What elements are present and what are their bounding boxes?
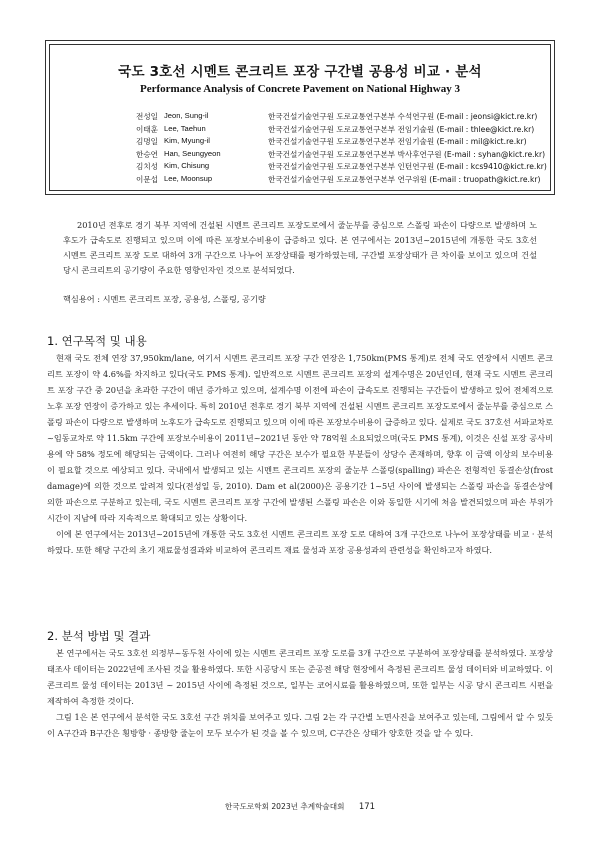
- author-affiliation: 한국건설기술연구원 도로교통연구본부 수석연구원 (E-mail : jeonsi@kict.re.kr): [268, 112, 538, 121]
- author-korean-name: 한승연: [135, 149, 158, 159]
- keywords: 핵심용어 : 시멘트 콘크리트 포장, 공용성, 스폴링, 공기량: [63, 294, 266, 304]
- conference-name: 한국도로학회 2023년 추계학술대회: [224, 802, 345, 811]
- title-box: [45, 40, 555, 195]
- author-affiliation: 한국건설기술연구원 도로교통연구본부 인턴연구원 (E-mail : kcs9410@kict.re.kr): [268, 162, 547, 171]
- page-footer: [0, 801, 600, 812]
- page-number: 171: [358, 802, 376, 812]
- body-paragraph: 그림 1은 본 연구에서 분석한 국도 3호선 구간 위치를 보여주고 있다. 그림 2는 각 구간별 노면사진을 보여주고 있는데, 그림에서 알 수 있듯이 A구간과 B구간은 횡방향 · 종방향 줄눈이 모두 보수가 된 것을 볼 수 있으며, C구간은 상태가 양호한 것을 알 수 있다.: [47, 712, 553, 738]
- section-heading-method: 2. 분석 방법 및 결과: [47, 629, 151, 643]
- paper-title-english: Performance Analysis of Concrete Pavement on National Highway 3: [140, 83, 460, 95]
- paper-title-korean: 국도 3호선 시멘트 콘크리트 포장 구간별 공용성 비교 · 분석: [118, 64, 482, 80]
- section-heading-purpose: 1. 연구목적 및 내용: [47, 334, 147, 348]
- author-korean-name: 이태훈: [135, 124, 158, 134]
- author-english-name: Lee, Taehun: [164, 123, 206, 133]
- section-body-purpose: [47, 350, 553, 558]
- section-body-method: [47, 645, 553, 741]
- author-korean-name: 김치성: [135, 162, 158, 171]
- author-english-name: Han, Seungyeon: [164, 148, 221, 158]
- author-korean-name: 김명일: [135, 137, 158, 146]
- author-affiliation: 한국건설기술연구원 도로교통연구본부 전임기술원 (E-mail : thlee@kict.re.kr): [268, 124, 535, 134]
- author-affiliation: 한국건설기술연구원 도로교통연구본부 연구위원 (E-mail : truopath@kict.re.kr): [268, 174, 541, 184]
- author-affiliation: 한국건설기술연구원 도로교통연구본부 전임기술원 (E-mail : mil@kict.re.kr): [268, 137, 527, 146]
- author-english-name: Kim, Myung-il: [164, 136, 210, 145]
- body-paragraph: 이에 본 연구에서는 2013년~2015년에 개통한 국도 3호선 시멘트 콘크리트 포장 도로 대하여 3개 구간으로 나누어 포장상태를 비교 · 분석하였다. 또한 해당 구간의 초기 재료물성결과와 비교하여 콘크리트 재료 물성과 포장 공용성과의 관련성을 확인하고자 하였다.: [47, 529, 553, 555]
- author-affiliation: 한국건설기술연구원 도로교통연구본부 박사후연구원 (E-mail : syhan@kict.re.kr): [268, 149, 546, 159]
- body-paragraph: 본 연구에서는 국도 3호선 의정부~동두천 사이에 있는 시멘트 콘크리트 포장 도로를 3개 구간으로 구분하여 포장상태를 분석하였다. 포장상태조사 데이터는 2022년에 조사된 것을 활용하였다. 또한 시공당시 또는 준공전 해당 현장에서 측정된 콘크리트 물성 데이터와 비교하였다. 이 콘크리트 물성 데이터는 2013년 ~ 2015년 사이에 측정된 것으로, 일부는 코어시료를 활용하였으며, 또한 일부는 시공 당시 콘크리트 시편을 제작하여 측정한 것이다.: [47, 648, 553, 706]
- author-english-name: Kim, Chisung: [164, 161, 210, 170]
- author-korean-name: 이문섭: [135, 174, 158, 184]
- author-english-name: Jeon, Sung-il: [164, 111, 209, 120]
- author-korean-name: 전성일: [135, 112, 158, 121]
- abstract: 2010년 전후로 경기 북부 지역에 건설된 시멘트 콘크리트 포장도로에서 줄눈부를 중심으로 스폴링 파손이 다량으로 발생하며 노후도가 급속도로 진행되고 있으며 이에 따른 포장보수비용이 급증하고 있다. 본 연구에서는 2013년~2015년에 개통한 국도 3호선 시멘트 콘크리트 포장 도로 대하여 3개 구간으로 나누어 포장상태를 평가하였는데, 구간별 포장상태가 큰 차이를 보이고 있으며 건설 당시 콘크리트의 공기량이 주요한 영향인자인 것으로 분석되었다.: [63, 220, 537, 275]
- body-paragraph: 현재 국도 전체 연장 37,950km/lane, 여기서 시멘트 콘크리트 포장 구간 연장은 1,750km(PMS 통계)로 전체 국도 연장에서 시멘트 콘크리트 포장이 약 4.6%를 차지하고 있다(국도 PMS 통계). 일반적으로 시멘트 콘크리트 포장의 설계수명은 20년인데, 현재 국도 시멘트 콘크리트 포장 구간 중 20년을 초과한 구간이 매년 증가하고 있으며, 설계수명 이전에 파손이 급속도로 진행되는 구간들이 발생하고 있어 전체적으로 노후 포장 연장이 증가하고 있는 추세이다. 특히 2010년 전후로 경기 북부 지역에 건설된 시멘트 콘크리트 포장도로에서 줄눈부를 중심으로 스폴링 파손이 다량으로 발생하며 노후도가 급속도로 진행되고 있으며 이에 따른 포장보수비용이 급증하고 있다. 실제로 국도 37호선 서파교차로~임동교차로 약 11.5km 구간에 포장보수비용이 2011년~2021년 동안 약 78억원 소요되었으며(국도 PMS 통계), 이것은 신설 포장 공사비용에 약 58% 정도에 해당되는 금액이다. 그러나 여전히 해당 구간은 보수가 필요한 부분들이 상당수 존재하며, 향후 이 금액 이상의 보수비용이 필요할 것으로 예상되고 있다. 국내에서 발생되고 있는 시멘트 콘크리트 포장의 줄눈부 스폴링(spalling) 파손은 전형적인 동결손상(frost damage)에 의한 것으로 알려져 있다(전성일 등, 2010). Dam et al(2000)은 공용기간 1~5년 사이에 발생되는 스폴링 파손을 동결손상에 의한 파손으로 구분하고 있는데, 국도 시멘트 콘크리트 포장 구간에 발생된 스폴링 파손은 이와 동일한 시기에 처음 발견되었으며 파손 부위가 시간이 지남에 따라 지속적으로 확대되고 있는 상황이다.: [47, 353, 553, 523]
- author-english-name: Lee, Moonsup: [164, 173, 213, 183]
